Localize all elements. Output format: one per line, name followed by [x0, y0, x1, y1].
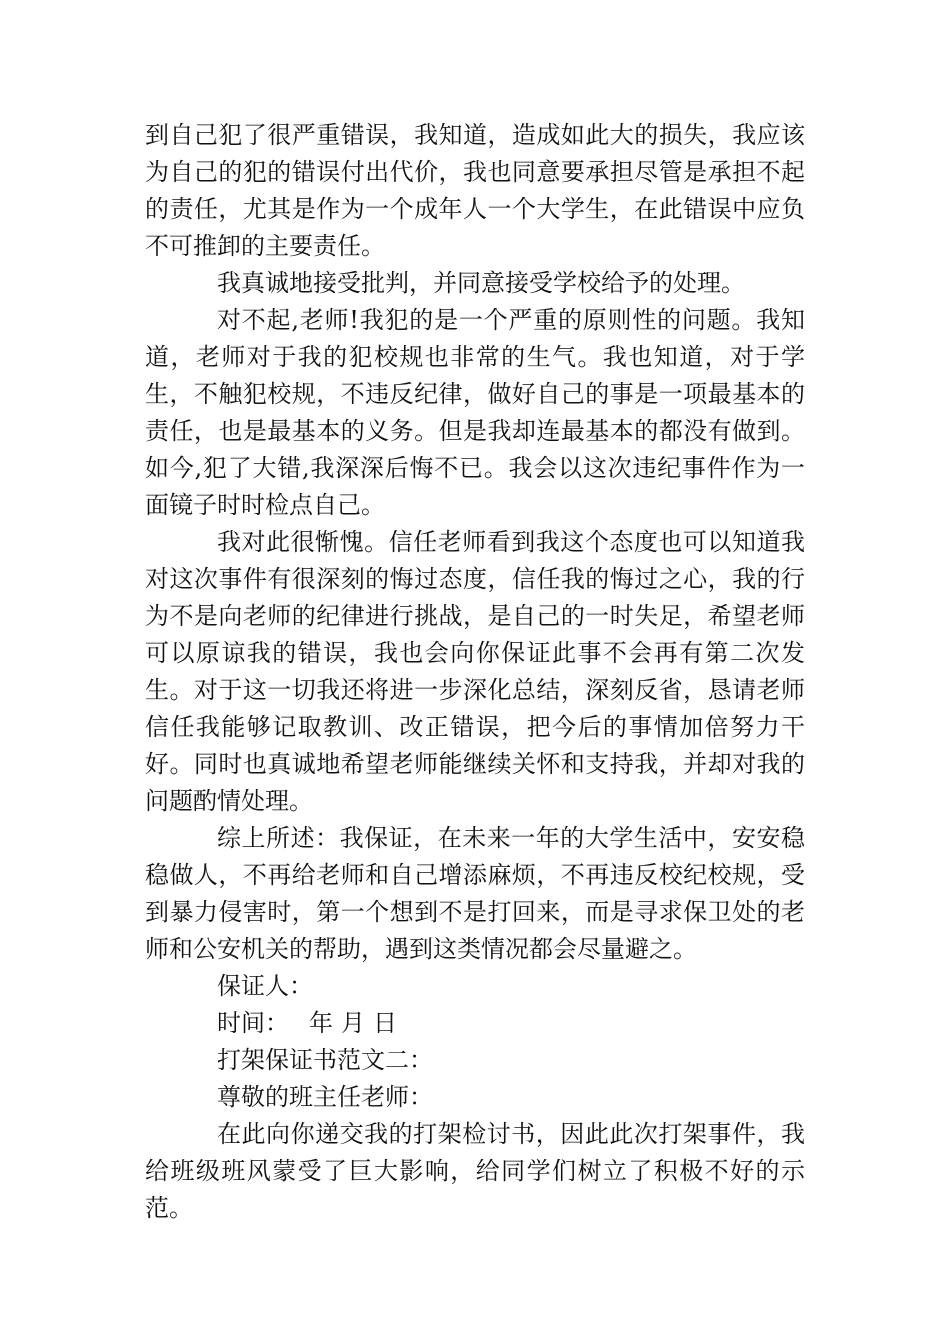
date-line — [145, 1005, 805, 1042]
year-label: 年 — [309, 1009, 333, 1037]
paragraph-shame: 我对此很惭愧。信任老师看到我这个态度也可以知道我对这次事件有很深刻的悔过态度，信任我的悔过之心，我的行为不是向老师的纪律进行挑战，是自己的一时失足，希望老师可以原谅我的错误，我也会向你保证此事不会再有第二次发生。对于这一切我还将进一步深化总结，深刻反省，恳请老师信任我能够记取教训、改正错误，把今后的事情加倍努力干好。同时也真诚地希望老师能继续关怀和支持我，并却对我的问题酌情处理。 — [145, 528, 805, 815]
guarantor-label: 保证人： — [217, 972, 313, 1000]
paragraph-accept-criticism: 我真诚地接受批判，并同意接受学校给予的处理。 — [217, 269, 745, 297]
sample-heading: 打架保证书范文二： — [217, 1046, 433, 1074]
salutation: 尊敬的班主任老师： — [217, 1083, 433, 1111]
month-label: 月 — [341, 1009, 365, 1037]
paragraph-apology: 对不起,老师!我犯的是一个严重的原则性的问题。我知道，老师对于我的犯校规也非常的生气。我也知道，对于学生，不触犯校规，不违反纪律，做好自己的事是一项最基本的责任，也是最基本的义务。但是我却连最基本的都没有做到。如今,犯了大错,我深深后悔不已。我会以这次违纪事件作为一面镜子时时检点自己。 — [145, 306, 805, 519]
time-label: 时间： — [217, 1009, 289, 1037]
paragraph-summary: 综上所述：我保证，在未来一年的大学生活中，安安稳稳做人，不再给老师和自己增添麻烦，不再违反校纪校规，受到暴力侵害时，第一个想到不是打回来，而是寻求保卫处的老师和公安机关的帮助，遇到这类情况都会尽量避之。 — [145, 824, 805, 963]
document-page — [145, 117, 805, 1227]
paragraph-continuation: 到自己犯了很严重错误，我知道，造成如此大的损失，我应该为自己的犯的错误付出代价，我也同意要承担尽管是承担不起的责任，尤其是作为一个成年人一个大学生，在此错误中应负不可推卸的主要责任。 — [145, 121, 805, 260]
paragraph-final: 在此向你递交我的打架检讨书，因此此次打架事件，我给班级班风蒙受了巨大影响，给同学们树立了积极不好的示范。 — [145, 1120, 805, 1222]
day-label: 日 — [373, 1009, 397, 1037]
guarantor-line — [145, 968, 805, 1005]
